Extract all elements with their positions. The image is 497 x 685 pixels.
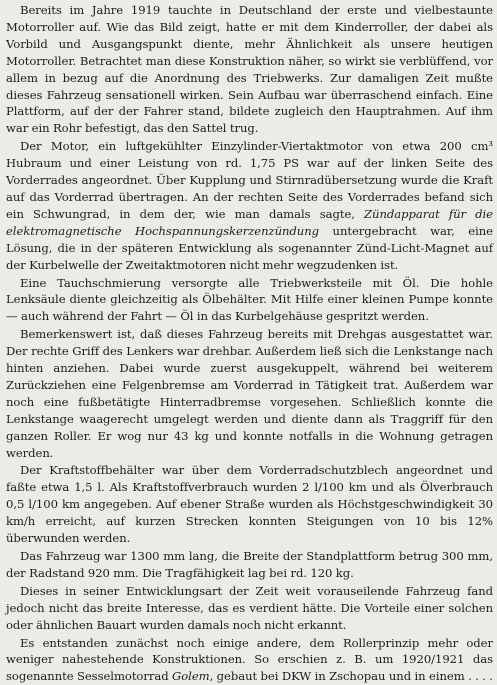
- paragraph-7-text: Dieses in seiner Entwicklungsart der Zeit weit vorauseilende Fahrzeug fand jedoch nicht das breite Interesse, das es verdient hätte. Die Vorteile einer solchen oder ähnlichen Bauart wurden damals noch nicht erkannt.: [6, 583, 493, 632]
- paragraph-2-italic-term: Zündapparat für die elektromagnetische Hochspannungskerzenzündung: [6, 206, 493, 238]
- paragraph-3: [6, 275, 493, 326]
- paragraph-3-text: Eine Tauchschmierung versorgte alle Triebwerksteile mit Öl. Die hohle Lenksäule diente gleichzeitig als Ölbehälter. Mit Hilfe einer kleinen Pumpe konnte — auch während der Fahrt — Öl in das Kurbelgehäuse gespritzt werden.: [6, 275, 493, 324]
- paragraph-2-text-b: untergebracht war, eine Lösung, die in der späteren Entwicklung als sogenannter Zünd-Licht-Magnet auf der Kurbelwelle der Zweitaktmotoren nicht mehr wegzudenken ist.: [6, 223, 493, 272]
- paragraph-4-text: Bemerkenswert ist, daß dieses Fahrzeug bereits mit Drehgas ausgestattet war. Der rechte Griff des Lenkers war drehbar. Außerdem ließ sich die Lenkstange nach hinten anziehen. Dabei wurde zuerst ausgekuppelt, während bei weiterem Zurückziehen eine Felgenbremse am Vorderrad in Tätigkeit trat. Außerdem war noch eine fußbetätigte Hinterradbremse vorgesehen. Schließlich konnte die Lenkstange waagerecht umgelegt werden und diente dann als Traggriff für den ganzen Roller. Er wog nur 43 kg und konnte notfalls in die Wohnung getragen werden.: [6, 327, 493, 460]
- paragraph-2: [6, 138, 493, 273]
- paragraph-7: [6, 583, 493, 634]
- paragraph-4: [6, 326, 493, 461]
- paragraph-8-text-b: , gebaut bei DKW in Zschopau und in einem . . . .: [209, 669, 493, 684]
- paragraph-5-text: Der Kraftstoffbehälter war über dem Vorderradschutzblech angeordnet und faßte etwa 1,5 l. Als Kraftstoffverbrauch wurden 2 l/100 km und als Ölverbrauch 0,5 l/100 km angegeben. Auf ebener Straße wurden als Höchstgeschwindigkeit 30 km/h erreicht, auf kurzen Strecken konnten Steigungen von 10 bis 12% überwunden werden.: [6, 463, 493, 546]
- paragraph-8-italic-name: Golem: [172, 669, 210, 684]
- paragraph-1-text: Bereits im Jahre 1919 tauchte in Deutschland der erste und vielbestaunte Motorroller auf. Wie das Bild zeigt, hatte er mit dem Kinderroller, der dabei als Vorbild und Ausgangspunkt diente, mehr Ähnlichkeit als unsere heutigen Motorroller. Betrachtet man diese Konstruktion näher, so wirkt sie verblüffend, vor allem in bezug auf die Anordnung des Triebwerks. Zur damaligen Zeit mußte dieses Fahrzeug sensationell wirken. Sein Aufbau war überraschend einfach. Eine Plattform, auf der der Fahrer stand, bildete zugleich den Hauptrahmen. Auf ihm war ein Rohr befestigt, das den Sattel trug.: [6, 3, 493, 136]
- paragraph-6-text: Das Fahrzeug war 1300 mm lang, die Breite der Standplattform betrug 300 mm, der Radstand 920 mm. Die Tragfähigkeit lag bei rd. 120 kg.: [6, 549, 493, 580]
- paragraph-2-text-a: Der Motor, ein luftgekühlter Einzylinder-Viertaktmotor von etwa 200 cm³ Hubraum und einer Leistung von rd. 1,75 PS war auf der linken Seite des Vorderrades angeordnet. Über Kupplung und Stirnradübersetzung wurde die Kraft auf das Vorderrad übertragen. An der rechten Seite des Vorderrades befand sich ein Schwungrad, in dem der, wie man damals sagte,: [6, 139, 493, 221]
- paragraph-1: [6, 2, 493, 137]
- paragraph-8: [6, 635, 493, 685]
- paragraph-8-text-a: Es entstanden zunächst noch einige andere, dem Rollerprinzip mehr oder weniger nahestehende Konstruktionen. So erschien z. B. um 1920/1921 das sogenannte Sesselmotorrad: [6, 635, 493, 684]
- paragraph-5: [6, 462, 493, 547]
- paragraph-6: [6, 548, 493, 582]
